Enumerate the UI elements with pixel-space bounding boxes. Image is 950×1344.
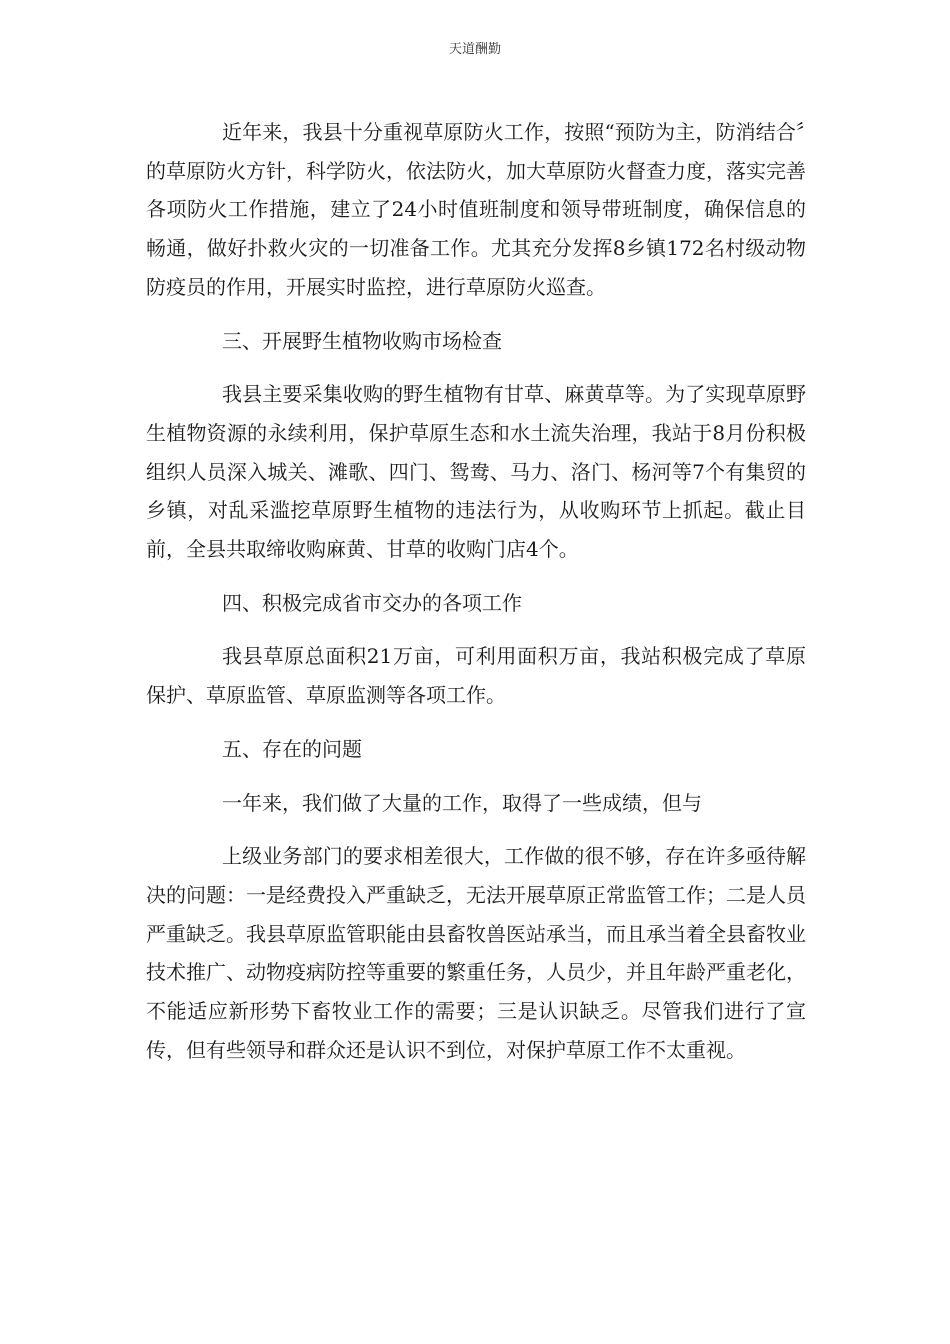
heading-section-5: 五、存在的问题 — [222, 736, 362, 761]
paragraph-wild-plants: 我县主要采集收购的野生植物有甘草、麻黄草等。为了实现草原野生植物资源的永续利用，保护草原生态和水土流失治理，我站于8月份积极组织人员深入城关、滩歌、四门、鸳鸯、马力、洛门、杨河等7个有集贸的乡镇，对乱采滥挖草原野生植物的违法行为，从收购环节上抓起。截止目前，全县共取缔收购麻黄、甘草的收购门店4个。 — [146, 382, 806, 562]
heading-section-3: 三、开展野生植物收购市场检查 — [222, 328, 502, 353]
paragraph-problems-detail: 上级业务部门的要求相差很大，工作做的很不够，存在许多亟待解决的问题：一是经费投入严重缺乏，无法开展草原正常监管工作；二是人员严重缺乏。我县草原监管职能由县畜牧兽医站承当，而且承当着全县畜牧业技术推广、动物疫病防控等重要的繁重任务，人员少，并且年龄严重老化，不能适应新形势下畜牧业工作的需要；三是认识缺乏。尽管我们进行了宣传，但有些领导和群众还是认识不到位，对保护草原工作不太重视。 — [146, 844, 806, 1062]
page-header: 天道酬勤 — [448, 42, 501, 57]
paragraph-grassland-area: 我县草原总面积21万亩，可利用面积万亩，我站积极完成了草原保护、草原监管、草原监测等各项工作。 — [146, 644, 806, 708]
heading-section-4: 四、积极完成省市交办的各项工作 — [222, 590, 522, 615]
document-body — [146, 113, 806, 1069]
paragraph-fire-prevention: 近年来，我县十分重视草原防火工作，按照“预防为主，防消结合〞的草原防火方针，科学防火，依法防火，加大草原防火督查力度，落实完善各项防火工作措施，建立了24小时值班制度和领导带班制度，确保信息的畅通，做好扑救火灾的一切准备工作。尤其充分发挥8乡镇172名村级动物防疫员的作用，开展实时监控，进行草原防火巡查。 — [146, 120, 806, 299]
paragraph-problems-intro: 一年来，我们做了大量的工作，取得了一些成绩，但与 — [222, 790, 702, 815]
